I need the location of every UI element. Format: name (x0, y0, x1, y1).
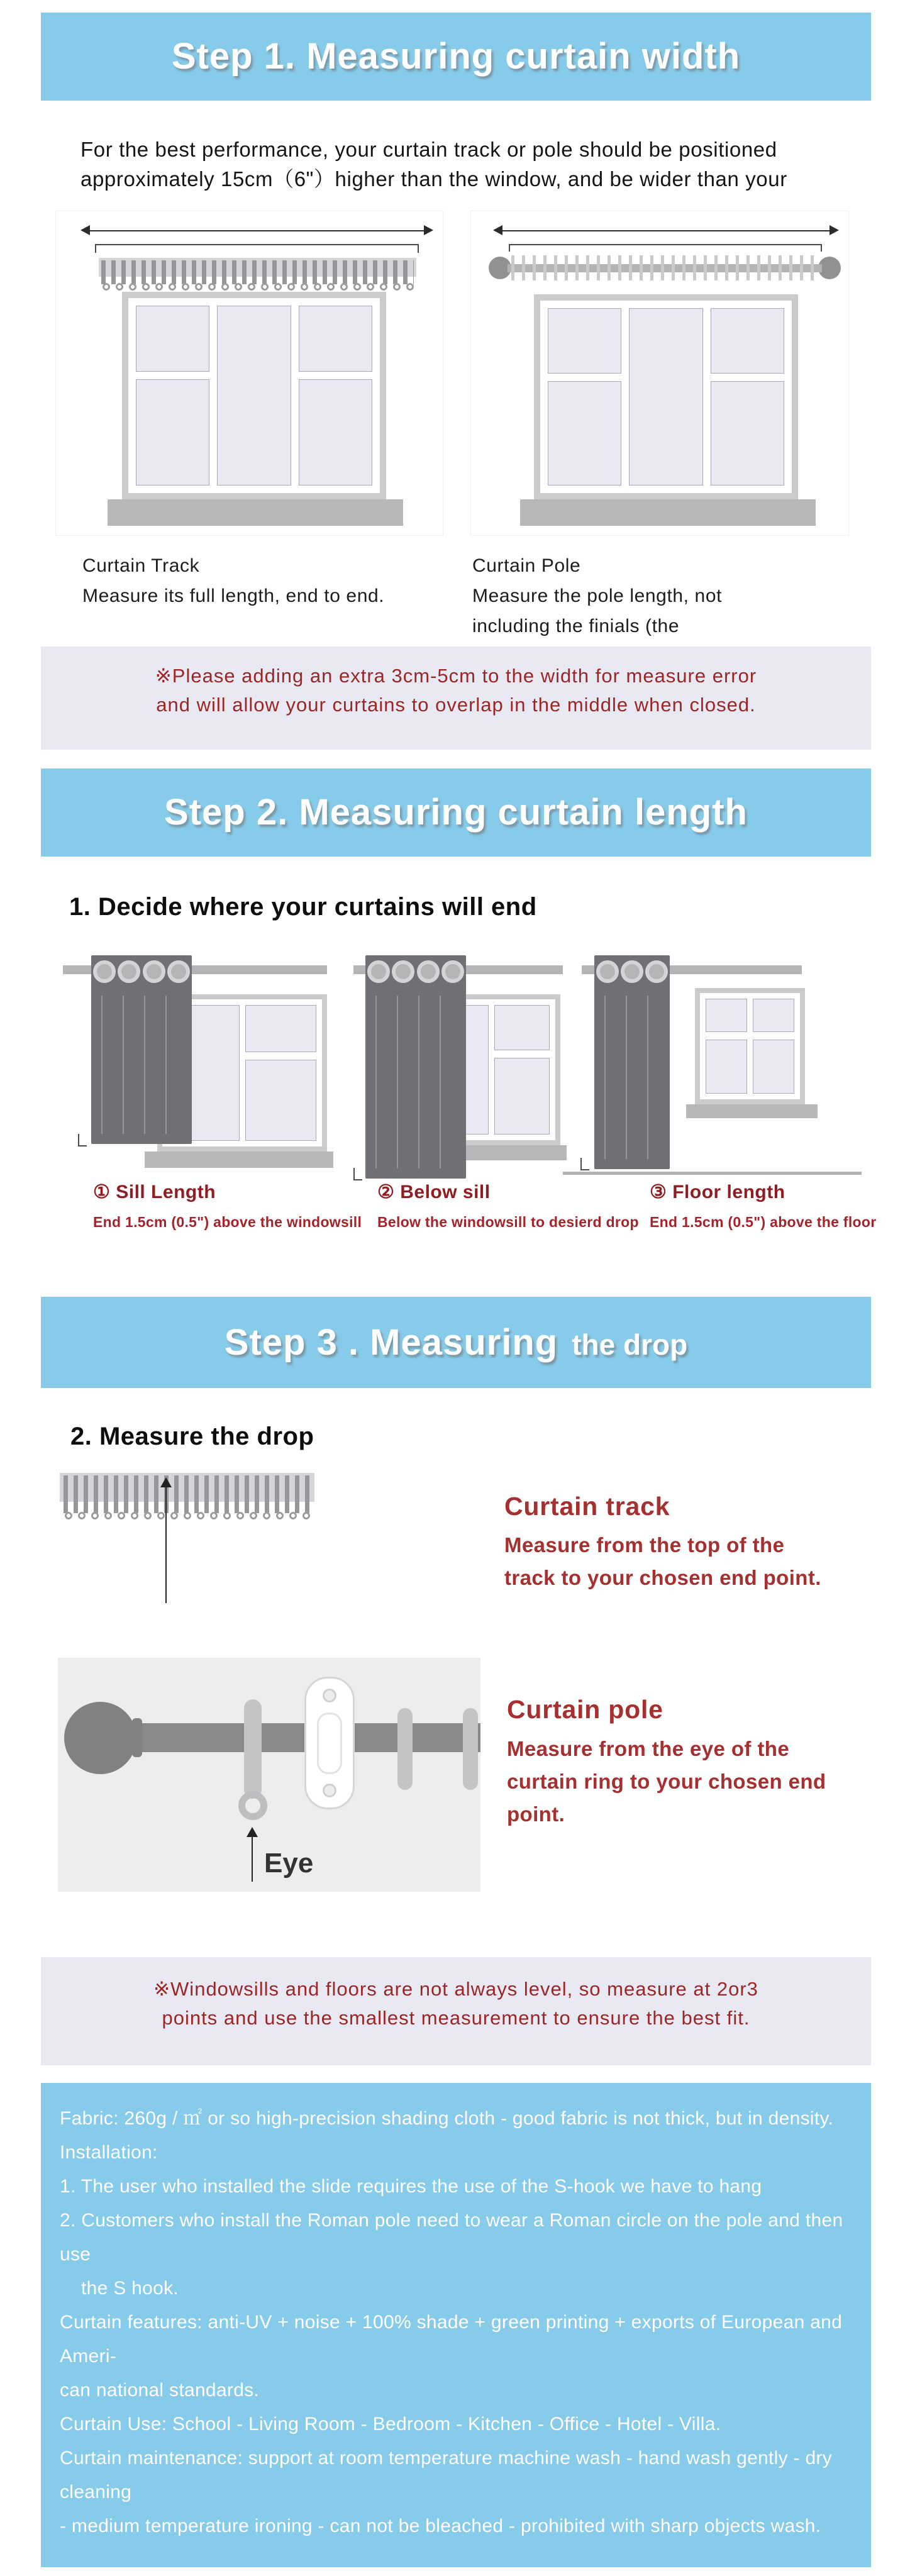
double-arrow-icon (89, 230, 425, 231)
step1-intro (80, 135, 854, 194)
width-note-line2: and will allow your curtains to overlap in the middle when closed. (156, 694, 756, 716)
curtain-panel (365, 955, 466, 1179)
step1-intro-line1: For the best performance, your curtain track or pole should be positioned (80, 138, 777, 161)
curtain-pole-diagram (470, 211, 849, 536)
end-point-mark (78, 1134, 87, 1146)
track-rings (64, 1511, 311, 1521)
bracket-screw (323, 1784, 336, 1797)
grommets (365, 960, 466, 983)
measure-bracket (509, 244, 822, 252)
pole-drop-diagram (58, 1658, 480, 1892)
pole-line2: curtain ring to your chosen end (507, 1770, 826, 1793)
step3-title-sub: the drop (572, 1328, 688, 1361)
track-hooks (101, 260, 414, 284)
step2-title: Step 2. Measuring curtain length (164, 792, 748, 833)
track-caption-title: Curtain Track (82, 555, 200, 576)
pole-finial (64, 1702, 136, 1774)
floor-length-diagram (563, 947, 862, 1189)
pole-caption-body1: Measure the pole length, not (472, 586, 723, 606)
pole-rings (511, 255, 818, 280)
footer-line: 1. The user who installed the slide requires the use of the S-hook we have to hang (60, 2176, 762, 2197)
step3-subheading: 2. Measure the drop (70, 1423, 314, 1450)
footer-line: can national standards. (60, 2380, 260, 2401)
option1-label: ① Sill Length (93, 1182, 216, 1202)
footer-line: Installation: (60, 2142, 158, 2163)
track-line2: track to your chosen end point. (504, 1566, 821, 1589)
windowsill (145, 1152, 333, 1168)
bracket-screw (323, 1689, 336, 1702)
step1-intro-line2: approximately 15cm（6"）higher than the window, and be wider than your (80, 167, 787, 191)
below-sill-diagram (350, 947, 567, 1189)
track-line1: Measure from the top of the (504, 1533, 785, 1557)
track-caption-body: Measure its full length, end to end. (82, 586, 385, 606)
grommets (91, 960, 192, 983)
curtain-folds (375, 996, 456, 1169)
option3-desc: End 1.5cm (0.5") above the floor (650, 1214, 877, 1230)
option1-desc: End 1.5cm (0.5") above the windowsill (93, 1214, 362, 1230)
double-arrow-icon (501, 230, 831, 231)
footer-line: 2. Customers who install the Roman pole need to wear a Roman circle on the pole and then use (60, 2210, 843, 2265)
windowsill (520, 499, 816, 526)
pole-finial-neck (132, 1718, 142, 1757)
footer-line: Fabric: 260g / ㎡ or so high-precision shading cloth - good fabric is not thick, but in density. (60, 2108, 834, 2129)
track-hooks (64, 1475, 311, 1513)
measure-arrow-icon (165, 1487, 167, 1603)
step2-subheading: 1. Decide where your curtains will end (69, 893, 537, 921)
pole-caption-title: Curtain Pole (472, 555, 581, 576)
footer-line: Curtain features: anti-UV + noise + 100% shade + green printing + exports of European and Ameri- (60, 2312, 843, 2367)
level-note-line1: ※Windowsills and floors are not always level, so measure at 2or3 (153, 1978, 758, 2000)
curtain-folds (604, 996, 660, 1159)
wall-bracket (304, 1677, 355, 1809)
curtain-panel (91, 955, 192, 1144)
pole-caption-body2: including the finials (the (472, 616, 680, 636)
option2-label: ② Below sill (377, 1182, 491, 1202)
footer-line: - medium temperature ironing - can not be bleached - prohibited with sharp objects wash. (60, 2516, 821, 2536)
curtain-ring-with-eye (244, 1699, 262, 1799)
pole-line3: point. (507, 1802, 565, 1826)
bracket-slot (317, 1713, 342, 1774)
track-heading: Curtain track (504, 1492, 670, 1521)
sill-length-diagram (57, 947, 340, 1189)
step1-title: Step 1. Measuring curtain width (171, 36, 741, 77)
end-point-mark (353, 1168, 362, 1180)
level-note (41, 1957, 871, 2065)
track-caption (82, 551, 460, 611)
step3-title: Step 3 . Measuring (224, 1322, 558, 1363)
product-details-footer (41, 2083, 871, 2567)
footer-line: Curtain maintenance: support at room temperature machine wash - hand wash gently - dry cleaning (60, 2448, 833, 2502)
footer-line: Curtain Use: School - Living Room - Bedroom - Kitchen - Office - Hotel - Villa. (60, 2414, 721, 2434)
track-drop-diagram (60, 1473, 314, 1608)
track-rings (101, 282, 414, 292)
curtain-panel (594, 955, 670, 1169)
width-note-line1: ※Please adding an extra 3cm-5cm to the width for measure error (155, 665, 757, 687)
grommets (594, 960, 670, 983)
curtain-ring (397, 1708, 413, 1790)
pole-heading: Curtain pole (507, 1695, 663, 1724)
option3-label: ③ Floor length (650, 1182, 785, 1202)
pole-line1: Measure from the eye of the (507, 1737, 790, 1760)
level-note-line2: points and use the smallest measurement to ensure the best fit. (162, 2007, 750, 2029)
width-note (41, 647, 871, 750)
pole-caption (472, 551, 850, 641)
eye-arrow-icon (252, 1836, 253, 1882)
window-illustration (122, 292, 386, 499)
option2-desc: Below the windowsill to desierd drop (377, 1214, 639, 1230)
floor-line (563, 1172, 862, 1175)
step2-banner (41, 769, 871, 857)
end-point-mark (580, 1158, 589, 1170)
windowsill (108, 499, 403, 526)
window-illustration (534, 294, 798, 499)
step3-banner (41, 1297, 871, 1388)
curtain-track-diagram (55, 211, 443, 536)
eye-ring-icon (238, 1791, 267, 1820)
eye-label: Eye (264, 1848, 314, 1879)
footer-line: the S hook. (81, 2278, 179, 2299)
curtain-folds (101, 996, 182, 1134)
measure-bracket (95, 244, 419, 253)
curtain-ring (463, 1708, 478, 1790)
windowsill (686, 1104, 818, 1118)
window-illustration (695, 988, 805, 1104)
step1-banner (41, 13, 871, 101)
